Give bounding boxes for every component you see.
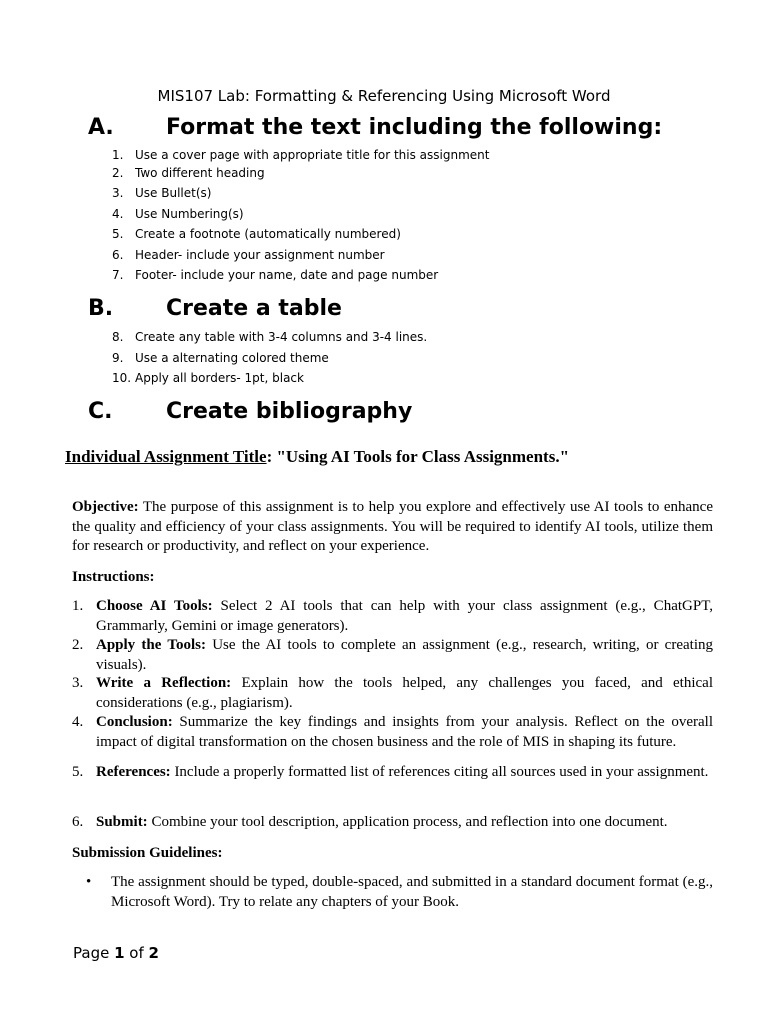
list-number: 7. bbox=[112, 268, 124, 282]
instruction-item bbox=[72, 713, 713, 752]
instruction-text: Explain how the tools helped, any challenges you faced, and ethical considerations (e.g., plagiarism). bbox=[96, 675, 713, 711]
list-number: 3. bbox=[112, 186, 124, 200]
list-number: 4. bbox=[112, 207, 124, 221]
list-item bbox=[112, 185, 211, 201]
page-current: 1 bbox=[114, 944, 125, 962]
list-item bbox=[112, 165, 265, 181]
page-of: of bbox=[124, 944, 149, 962]
instruction-label: Conclusion: bbox=[96, 714, 173, 730]
list-text: Create any table with 3-4 columns and 3-4 lines. bbox=[135, 330, 428, 344]
list-text: Use Bullet(s) bbox=[135, 186, 212, 200]
list-number: 8. bbox=[112, 330, 124, 344]
instruction-number: 6. bbox=[72, 814, 84, 830]
instruction-text: Include a properly formatted list of references citing all sources used in your assignment. bbox=[170, 764, 709, 780]
instruction-number: 3. bbox=[72, 675, 84, 691]
list-item bbox=[112, 267, 438, 283]
instruction-item bbox=[72, 763, 713, 783]
instructions-label: Instructions: bbox=[72, 569, 155, 585]
page-prefix: Page bbox=[73, 944, 115, 962]
bullet-item bbox=[86, 873, 713, 912]
instruction-text: Select 2 AI tools that can help with your class assignment (e.g., ChatGPT, Grammarly, Gemini or image generators). bbox=[96, 598, 713, 634]
bullet-text: The assignment should be typed, double-spaced, and submitted in a standard document format (e.g., Microsoft Word). Try to relate any chapters of your Book. bbox=[111, 874, 713, 910]
assignment-title bbox=[65, 447, 569, 467]
list-text: Apply all borders- 1pt, black bbox=[135, 371, 304, 385]
objective-paragraph bbox=[72, 498, 713, 557]
document-title: MIS107 Lab: Formatting & Referencing Using Microsoft Word bbox=[157, 87, 611, 105]
objective-label: Objective: bbox=[72, 499, 139, 515]
list-text: Use Numbering(s) bbox=[135, 207, 244, 221]
instruction-text: Use the AI tools to complete an assignment (e.g., research, writing, or creating visuals). bbox=[96, 637, 713, 673]
list-text: Footer- include your name, date and page number bbox=[135, 268, 439, 282]
section-a-heading-text: Format the text including the following: bbox=[166, 115, 663, 140]
assignment-title-label: Individual Assignment Title bbox=[65, 447, 267, 466]
list-text: Use a cover page with appropriate title for this assignment bbox=[135, 148, 490, 162]
list-number: 9. bbox=[112, 351, 124, 365]
assignment-title-text: : "Using AI Tools for Class Assignments." bbox=[266, 447, 570, 466]
instruction-number: 4. bbox=[72, 714, 84, 730]
instruction-number: 5. bbox=[72, 764, 84, 780]
list-number: 10. bbox=[112, 371, 132, 385]
instruction-text: Summarize the key findings and insights from your analysis. Reflect on the overall impact of digital transformation on the chosen business and the role of MIS in shaping its future. bbox=[96, 714, 713, 750]
list-text: Use a alternating colored theme bbox=[135, 351, 329, 365]
instruction-number: 2. bbox=[72, 637, 84, 653]
list-item bbox=[112, 247, 385, 263]
list-item bbox=[112, 370, 304, 386]
objective-text: The purpose of this assignment is to help you explore and effectively use AI tools to enhance the quality and efficiency of your class assignments. You will be required to identify AI tools, utilize them for research or productivity, and reflect on your experience. bbox=[72, 499, 713, 554]
section-b-heading-text: Create a table bbox=[166, 296, 342, 321]
bullet-icon: • bbox=[86, 874, 92, 890]
instruction-item bbox=[72, 674, 713, 713]
instruction-label: Apply the Tools: bbox=[96, 637, 206, 653]
instruction-label: Choose AI Tools: bbox=[96, 598, 213, 614]
instruction-number: 1. bbox=[72, 598, 84, 614]
instruction-label: Submit: bbox=[96, 814, 148, 830]
list-item bbox=[112, 350, 329, 366]
list-number: 1. bbox=[112, 148, 124, 162]
page-total: 2 bbox=[148, 944, 159, 962]
instruction-label: References: bbox=[96, 764, 171, 780]
instruction-text: Combine your tool description, application process, and reflection into one document. bbox=[147, 814, 668, 830]
page-number-footer bbox=[73, 944, 159, 962]
instruction-item bbox=[72, 636, 713, 675]
list-number: 6. bbox=[112, 248, 124, 262]
guidelines-heading bbox=[72, 844, 222, 864]
list-text: Header- include your assignment number bbox=[135, 248, 385, 262]
section-c-heading bbox=[88, 399, 412, 424]
guidelines-label: Submission Guidelines: bbox=[72, 845, 223, 861]
list-item bbox=[112, 329, 427, 345]
instruction-item bbox=[72, 813, 713, 833]
section-a-letter: A. bbox=[88, 115, 114, 140]
list-item bbox=[112, 206, 244, 222]
list-text: Two different heading bbox=[135, 166, 265, 180]
section-b-heading bbox=[88, 296, 342, 321]
instruction-label: Write a Reflection: bbox=[96, 675, 232, 691]
section-a-heading bbox=[88, 115, 662, 140]
list-item bbox=[112, 226, 401, 242]
section-c-heading-text: Create bibliography bbox=[166, 399, 413, 424]
list-number: 2. bbox=[112, 166, 124, 180]
instructions-heading bbox=[72, 568, 155, 588]
list-number: 5. bbox=[112, 227, 124, 241]
instruction-item bbox=[72, 597, 713, 636]
section-b-letter: B. bbox=[88, 296, 114, 321]
list-text: Create a footnote (automatically numbered) bbox=[135, 227, 401, 241]
list-item bbox=[112, 147, 489, 163]
section-c-letter: C. bbox=[88, 399, 113, 424]
